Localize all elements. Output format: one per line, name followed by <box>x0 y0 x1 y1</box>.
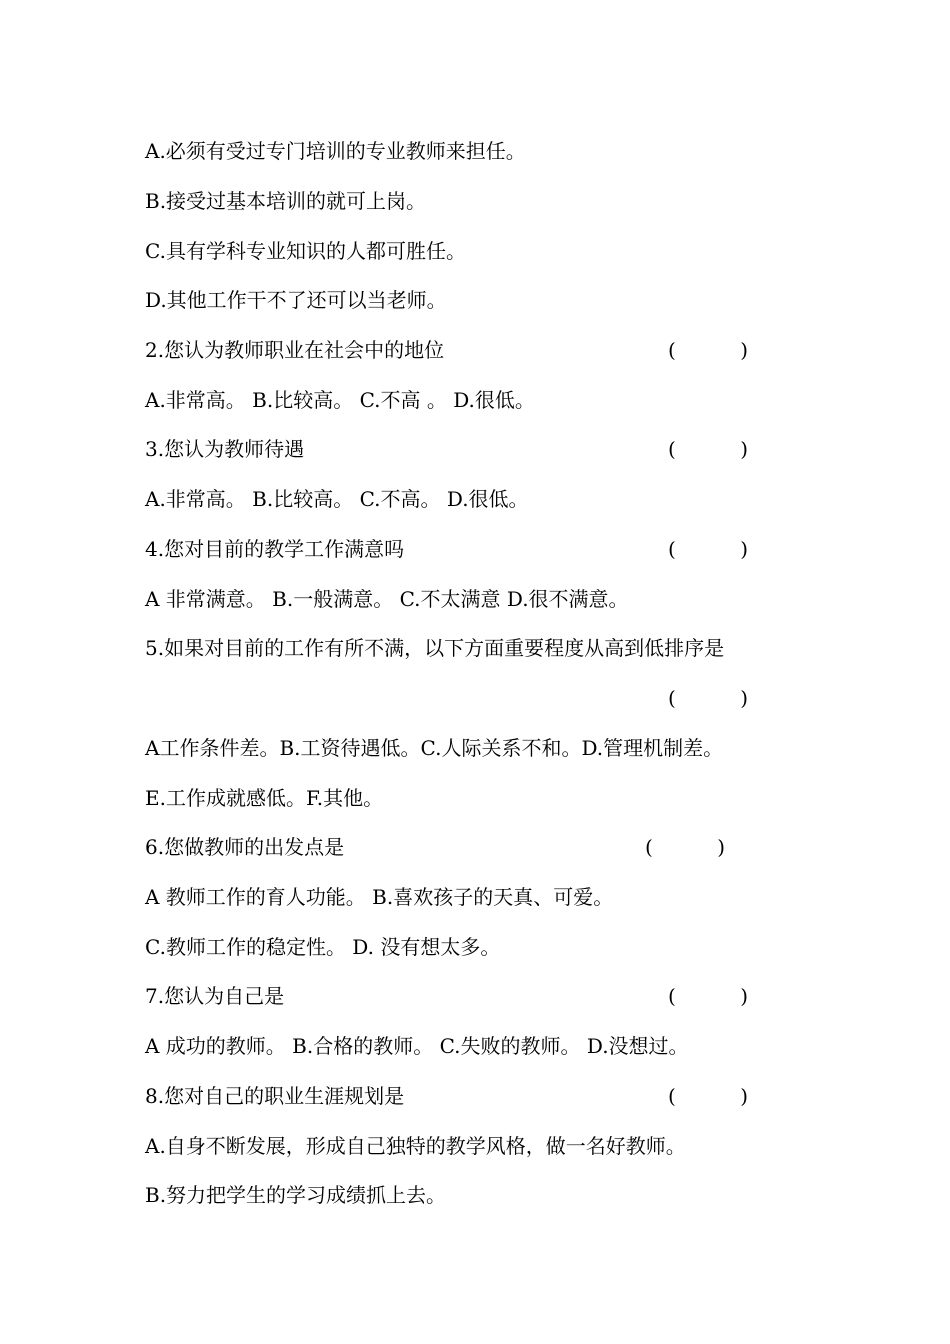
answer-blank-3: ( ) <box>668 437 748 461</box>
q6-options-1-text: A 教师工作的育人功能。 B.喜欢孩子的天真、可爱。 <box>145 885 614 909</box>
q8-option-a <box>145 1131 825 1161</box>
question-5-text: 5.如果对目前的工作有所不满，以下方面重要程度从高到低排序是 <box>145 636 725 660</box>
question-7 <box>145 981 825 1011</box>
question-4 <box>145 534 825 564</box>
q1-option-d-text: D.其他工作干不了还可以当老师。 <box>145 288 447 312</box>
q6-options-2-text: C.教师工作的稳定性。 D. 没有想太多。 <box>145 935 501 959</box>
q4-options-text: A 非常满意。 B.一般满意。 C.不太满意 D.很不满意。 <box>145 587 629 611</box>
answer-blank-4: ( ) <box>668 537 748 561</box>
q4-options <box>145 584 825 614</box>
question-8-text: 8.您对自己的职业生涯规划是 <box>145 1084 405 1108</box>
answer-blank-6: ( ) <box>645 835 725 859</box>
question-5-answer-line <box>145 683 825 713</box>
question-6 <box>145 832 825 862</box>
q3-options <box>145 484 825 514</box>
answer-blank-5: ( ) <box>668 686 748 710</box>
q1-option-c-text: C.具有学科专业知识的人都可胜任。 <box>145 239 466 263</box>
q2-options <box>145 385 825 415</box>
q5-options-2-text: E.工作成就感低。F.其他。 <box>145 786 384 810</box>
q1-option-b <box>145 186 825 216</box>
question-2-text: 2.您认为教师职业在社会中的地位 <box>145 338 445 362</box>
question-3-text: 3.您认为教师待遇 <box>145 437 305 461</box>
q1-option-a <box>145 136 825 166</box>
q5-options-1-text: A工作条件差。B.工资待遇低。C.人际关系不和。D.管理机制差。 <box>145 736 724 760</box>
q6-options-2 <box>145 932 825 962</box>
q8-option-b <box>145 1180 825 1210</box>
answer-blank-7: ( ) <box>668 984 748 1008</box>
question-4-text: 4.您对目前的教学工作满意吗 <box>145 537 405 561</box>
q1-option-c <box>145 236 825 266</box>
q8-option-a-text: A.自身不断发展，形成自己独特的教学风格，做一名好教师。 <box>145 1134 686 1158</box>
q1-option-a-text: A.必须有受过专门培训的专业教师来担任。 <box>145 139 526 163</box>
question-5 <box>145 633 825 663</box>
question-7-text: 7.您认为自己是 <box>145 984 285 1008</box>
q5-options-2 <box>145 783 825 813</box>
q7-options-text: A 成功的教师。 B.合格的教师。 C.失败的教师。 D.没想过。 <box>145 1034 689 1058</box>
q7-options <box>145 1031 825 1061</box>
q5-options-1 <box>145 733 825 763</box>
q6-options-1 <box>145 882 825 912</box>
q3-options-text: A.非常高。 B.比较高。 C.不高。 D.很低。 <box>145 487 529 511</box>
question-8 <box>145 1081 825 1111</box>
question-6-text: 6.您做教师的出发点是 <box>145 835 345 859</box>
question-2 <box>145 335 825 365</box>
answer-blank-8: ( ) <box>668 1084 748 1108</box>
q8-option-b-text: B.努力把学生的学习成绩抓上去。 <box>145 1183 447 1207</box>
q2-options-text: A.非常高。 B.比较高。 C.不高 。 D.很低。 <box>145 388 535 412</box>
answer-blank-2: ( ) <box>668 338 748 362</box>
q1-option-b-text: B.接受过基本培训的就可上岗。 <box>145 189 427 213</box>
question-3 <box>145 434 825 464</box>
q1-option-d <box>145 285 825 315</box>
